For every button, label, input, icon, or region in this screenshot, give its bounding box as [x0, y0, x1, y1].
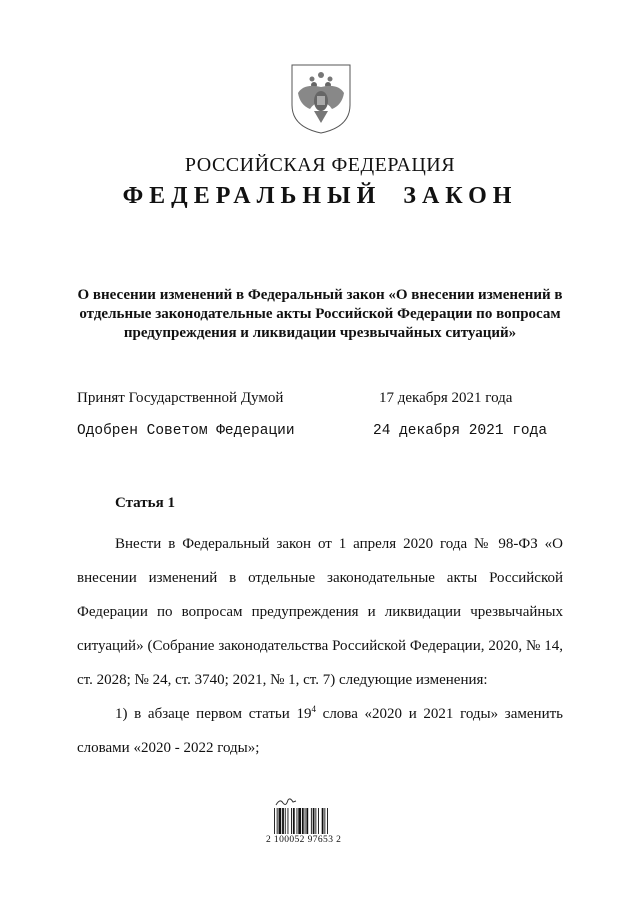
article-paragraph: Внести в Федеральный закон от 1 апреля 2020 года № 98-ФЗ «О внесении изменений в отдельные законодательные акты Российской Федерации по вопросам предупреждения и ликвидации чрезвычайных ситуаций» (Собрание законодательства Российской Федерации, 2020, № 14, ст. 2028; № 24, ст. 3740; 2021, № 1, ст. 7) следующие изменения:	[77, 536, 563, 688]
barcode-bars-icon	[274, 808, 350, 834]
country-name: РОССИЙСКАЯ ФЕДЕРАЦИЯ	[184, 154, 456, 176]
state-emblem-icon	[290, 63, 352, 135]
document-type-word-2: ЗАКОН	[403, 183, 518, 209]
document-type-word-1: ФЕДЕРАЛЬНЫЙ	[122, 183, 382, 209]
item-text-start: 1) в абзаце первом статьи 19	[115, 706, 312, 722]
item-text-end: слова «2020 и 2021 годы» заменить словами «2020 - 2022 годы»;	[77, 706, 563, 756]
signature-mark-icon	[274, 796, 298, 808]
article-item	[77, 697, 563, 765]
barcode-number: 2 100052 97653 2	[266, 835, 342, 845]
council-date: 24 декабря 2021 года	[373, 423, 548, 439]
barcode	[266, 796, 356, 852]
council-label: Одобрен Советом Федерации	[77, 423, 295, 439]
law-title: О внесении изменений в Федеральный закон «О внесении изменений в отдельные законодательные акты Российской Федерации по вопросам предупреждения и ликвидации чрезвычайных ситуаций»	[77, 287, 563, 341]
duma-date: 17 декабря 2021 года	[379, 390, 513, 406]
article-heading: Статья 1	[115, 495, 175, 511]
document-type	[0, 183, 640, 210]
duma-label: Принят Государственной Думой	[77, 390, 284, 406]
item-superscript: 4	[311, 704, 316, 714]
article-body	[77, 527, 563, 765]
